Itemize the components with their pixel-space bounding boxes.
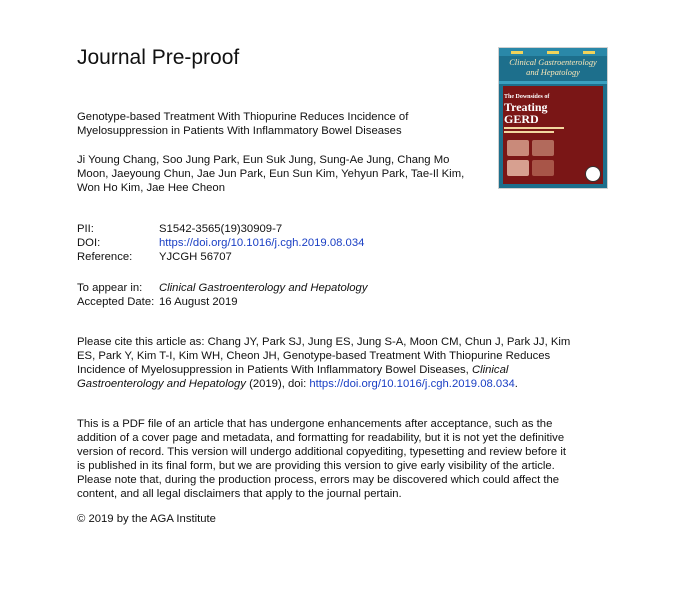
citation-text: Please cite this article as: Chang JY, Park SJ, Jung ES, Jung S-A, Moon CM, Chun J, Park JJ, Kim ES, Park Y, Kim T-I, Kim WH, Cheon JH, Genotype-based Treatment With Thiopurine Reduces Incidence of Myelosuppression in Patients With Inflammatory Bowel Diseases, bbox=[77, 336, 571, 376]
accepted-label: Accepted Date: bbox=[77, 296, 155, 308]
preproof-notice: This is a PDF file of an article that has undergone enhancements after acceptance, such as the addition of a cover page and metadata, and formatting for readability, but it is not yet the definitive version of record. This version will undergo additional copyediting, typesetting and review before it is published in its final form, but we are providing this version to give early visibility of the article. Please note that, during the production process, errors may be discovered which could affect the content, and all legal disclaimers that apply to the journal pertain. bbox=[77, 418, 566, 500]
reference-row bbox=[77, 250, 364, 264]
author-list: Ji Young Chang, Soo Jung Park, Eun Suk Jung, Sung-Ae Jung, Chang Mo Moon, Jaeyoung Chun, Jae Jun Park, Eun Sun Kim, Yehyun Park, Tae-Il Kim, Won Ho Kim, Jae Hee Cheon bbox=[77, 154, 465, 194]
cover-logo-icon bbox=[583, 51, 595, 54]
citation-doi-link[interactable]: https://doi.org/10.1016/j.cgh.2019.08.034 bbox=[309, 378, 515, 390]
doi-row bbox=[77, 236, 364, 250]
reference-label: Reference: bbox=[77, 251, 133, 263]
cover-feature-line2: Treating bbox=[504, 100, 548, 114]
cover-feature-line3: GERD bbox=[504, 112, 539, 126]
pii-label: PII: bbox=[77, 223, 94, 235]
citation-paragraph bbox=[77, 335, 572, 391]
cover-seal-icon bbox=[585, 166, 601, 182]
cover-journal-title: Clinical Gastroenterology and Hepatology bbox=[509, 58, 597, 77]
pii-row bbox=[77, 222, 364, 236]
accepted-row bbox=[77, 295, 368, 309]
publication-block bbox=[77, 281, 368, 309]
journal-cover-image bbox=[499, 48, 607, 188]
cover-thumbnail-image bbox=[507, 140, 529, 156]
pii-value: S1542-3565(19)30909-7 bbox=[159, 223, 283, 235]
cover-thumbnail-image bbox=[532, 140, 554, 156]
citation-year: (2019), doi: bbox=[245, 378, 310, 390]
cover-logo-icon bbox=[511, 51, 523, 54]
cover-thumbnail-image bbox=[507, 160, 529, 176]
cover-logo-strip bbox=[499, 48, 607, 56]
cover-feature-fineprint bbox=[504, 126, 574, 133]
doi-label: DOI: bbox=[77, 237, 101, 249]
identifier-block bbox=[77, 222, 364, 264]
cover-logo-icon bbox=[547, 51, 559, 54]
journal-name: Clinical Gastroenterology and Hepatology bbox=[159, 282, 368, 294]
copyright-notice: © 2019 by the AGA Institute bbox=[77, 513, 216, 525]
accepted-date: 16 August 2019 bbox=[159, 296, 238, 308]
appear-label: To appear in: bbox=[77, 282, 143, 294]
article-title: Genotype-based Treatment With Thiopurine Reduces Incidence of Myelosuppression in Patients With Inflammatory Bowel Diseases bbox=[77, 111, 409, 137]
citation-journal: Clinical Gastroenterology and Hepatology bbox=[77, 364, 509, 390]
cover-divider bbox=[499, 81, 607, 84]
cover-thumbnail-image bbox=[532, 160, 554, 176]
appear-row bbox=[77, 281, 368, 295]
cover-feature-line1: The Downsides of bbox=[504, 94, 550, 100]
doi-link[interactable]: https://doi.org/10.1016/j.cgh.2019.08.034 bbox=[159, 237, 365, 249]
page-title: Journal Pre-proof bbox=[77, 46, 240, 69]
citation-end: . bbox=[514, 378, 518, 390]
reference-value: YJCGH 56707 bbox=[159, 251, 232, 263]
